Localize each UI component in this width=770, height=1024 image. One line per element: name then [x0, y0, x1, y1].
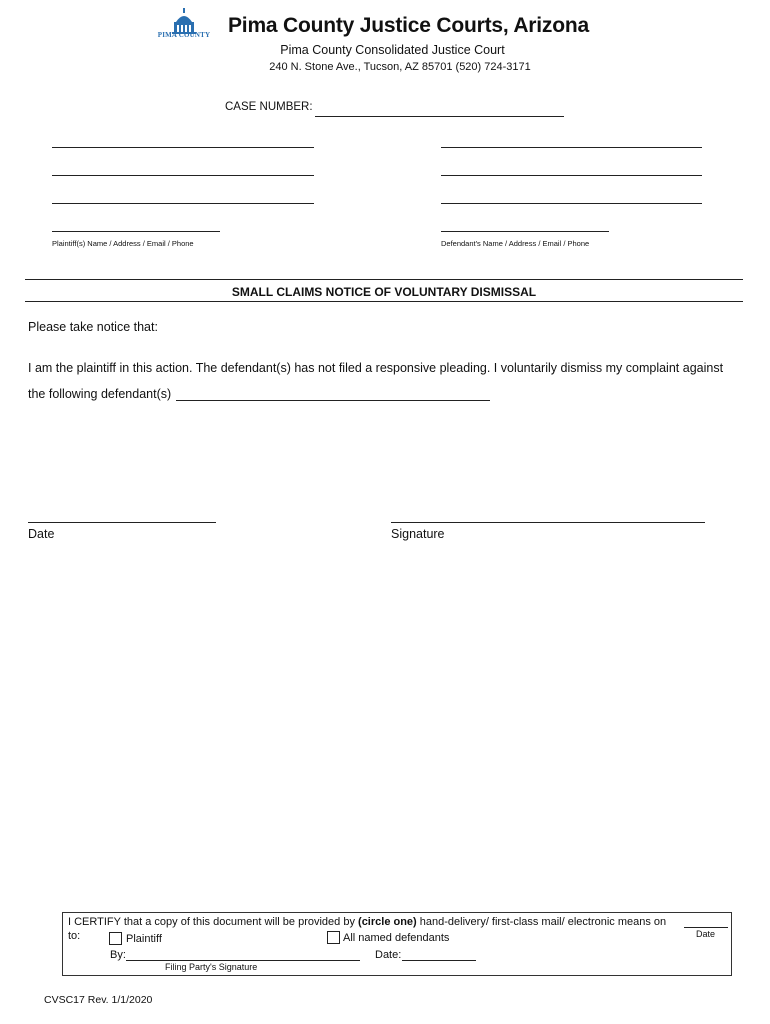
plaintiff-line-4[interactable]: [52, 221, 220, 232]
to-label: to:: [68, 930, 81, 942]
defendants-option-label: All named defendants: [343, 932, 450, 944]
defendant-label: Defendant's Name / Address / Email / Phone: [441, 239, 590, 248]
defendant-line-1[interactable]: [441, 137, 702, 148]
certify-text: [68, 916, 666, 928]
form-id: CVSC17 Rev. 1/1/2020: [44, 994, 153, 1006]
signature-line[interactable]: [391, 512, 705, 523]
signature-label: Signature: [391, 527, 445, 541]
certify-circle-one: (circle one): [358, 916, 417, 928]
certify-prefix: I CERTIFY that a copy of this document will be provided by: [68, 916, 355, 928]
court-name: Pima County Consolidated Justice Court: [280, 43, 505, 57]
plaintiff-checkbox[interactable]: [109, 932, 122, 945]
certify-suffix: hand-delivery/ first-class mail/ electronic means on: [419, 916, 667, 928]
certify-date-field-label: Date:: [375, 949, 402, 961]
heading-top-rule: [25, 279, 743, 280]
defendants-prefix: the following defendant(s): [28, 387, 172, 401]
plaintiff-line-2[interactable]: [52, 165, 314, 176]
plaintiff-label: Plaintiff(s) Name / Address / Email / Phone: [52, 239, 194, 248]
defendants-checkbox[interactable]: [327, 931, 340, 944]
defendant-line-3[interactable]: [441, 193, 702, 204]
by-label: By:: [110, 949, 126, 961]
court-address: 240 N. Stone Ave., Tucson, AZ 85701 (520) 724-3171: [269, 61, 531, 73]
defendant-line-2[interactable]: [441, 165, 702, 176]
filing-signature-caption: Filing Party's Signature: [165, 962, 258, 972]
certify-date-caption: Date: [696, 929, 716, 939]
defendants-field[interactable]: [176, 388, 490, 401]
case-number-label: CASE NUMBER:: [225, 101, 313, 113]
certify-date-input[interactable]: [402, 949, 476, 961]
certify-date-field[interactable]: [684, 916, 728, 928]
date-line[interactable]: [28, 512, 216, 523]
plaintiff-option-label: Plaintiff: [126, 933, 162, 945]
defendant-line-4[interactable]: [441, 221, 609, 232]
date-label: Date: [28, 527, 55, 541]
heading-bottom-rule: [25, 301, 743, 302]
page-title: Pima County Justice Courts, Arizona: [228, 14, 589, 37]
case-number-field[interactable]: [315, 104, 564, 117]
form-heading: SMALL CLAIMS NOTICE OF VOLUNTARY DISMISSAL: [231, 285, 537, 299]
notice-text: Please take notice that:: [28, 320, 158, 334]
filing-signature-field[interactable]: [126, 949, 360, 961]
plaintiff-line-3[interactable]: [52, 193, 314, 204]
statement-text: I am the plaintiff in this action. The defendant(s) has not filed a responsive pleading. I voluntarily dismiss my complaint against: [28, 361, 724, 375]
logo-text: PIMA COUNTY: [157, 31, 211, 39]
plaintiff-line-1[interactable]: [52, 137, 314, 148]
